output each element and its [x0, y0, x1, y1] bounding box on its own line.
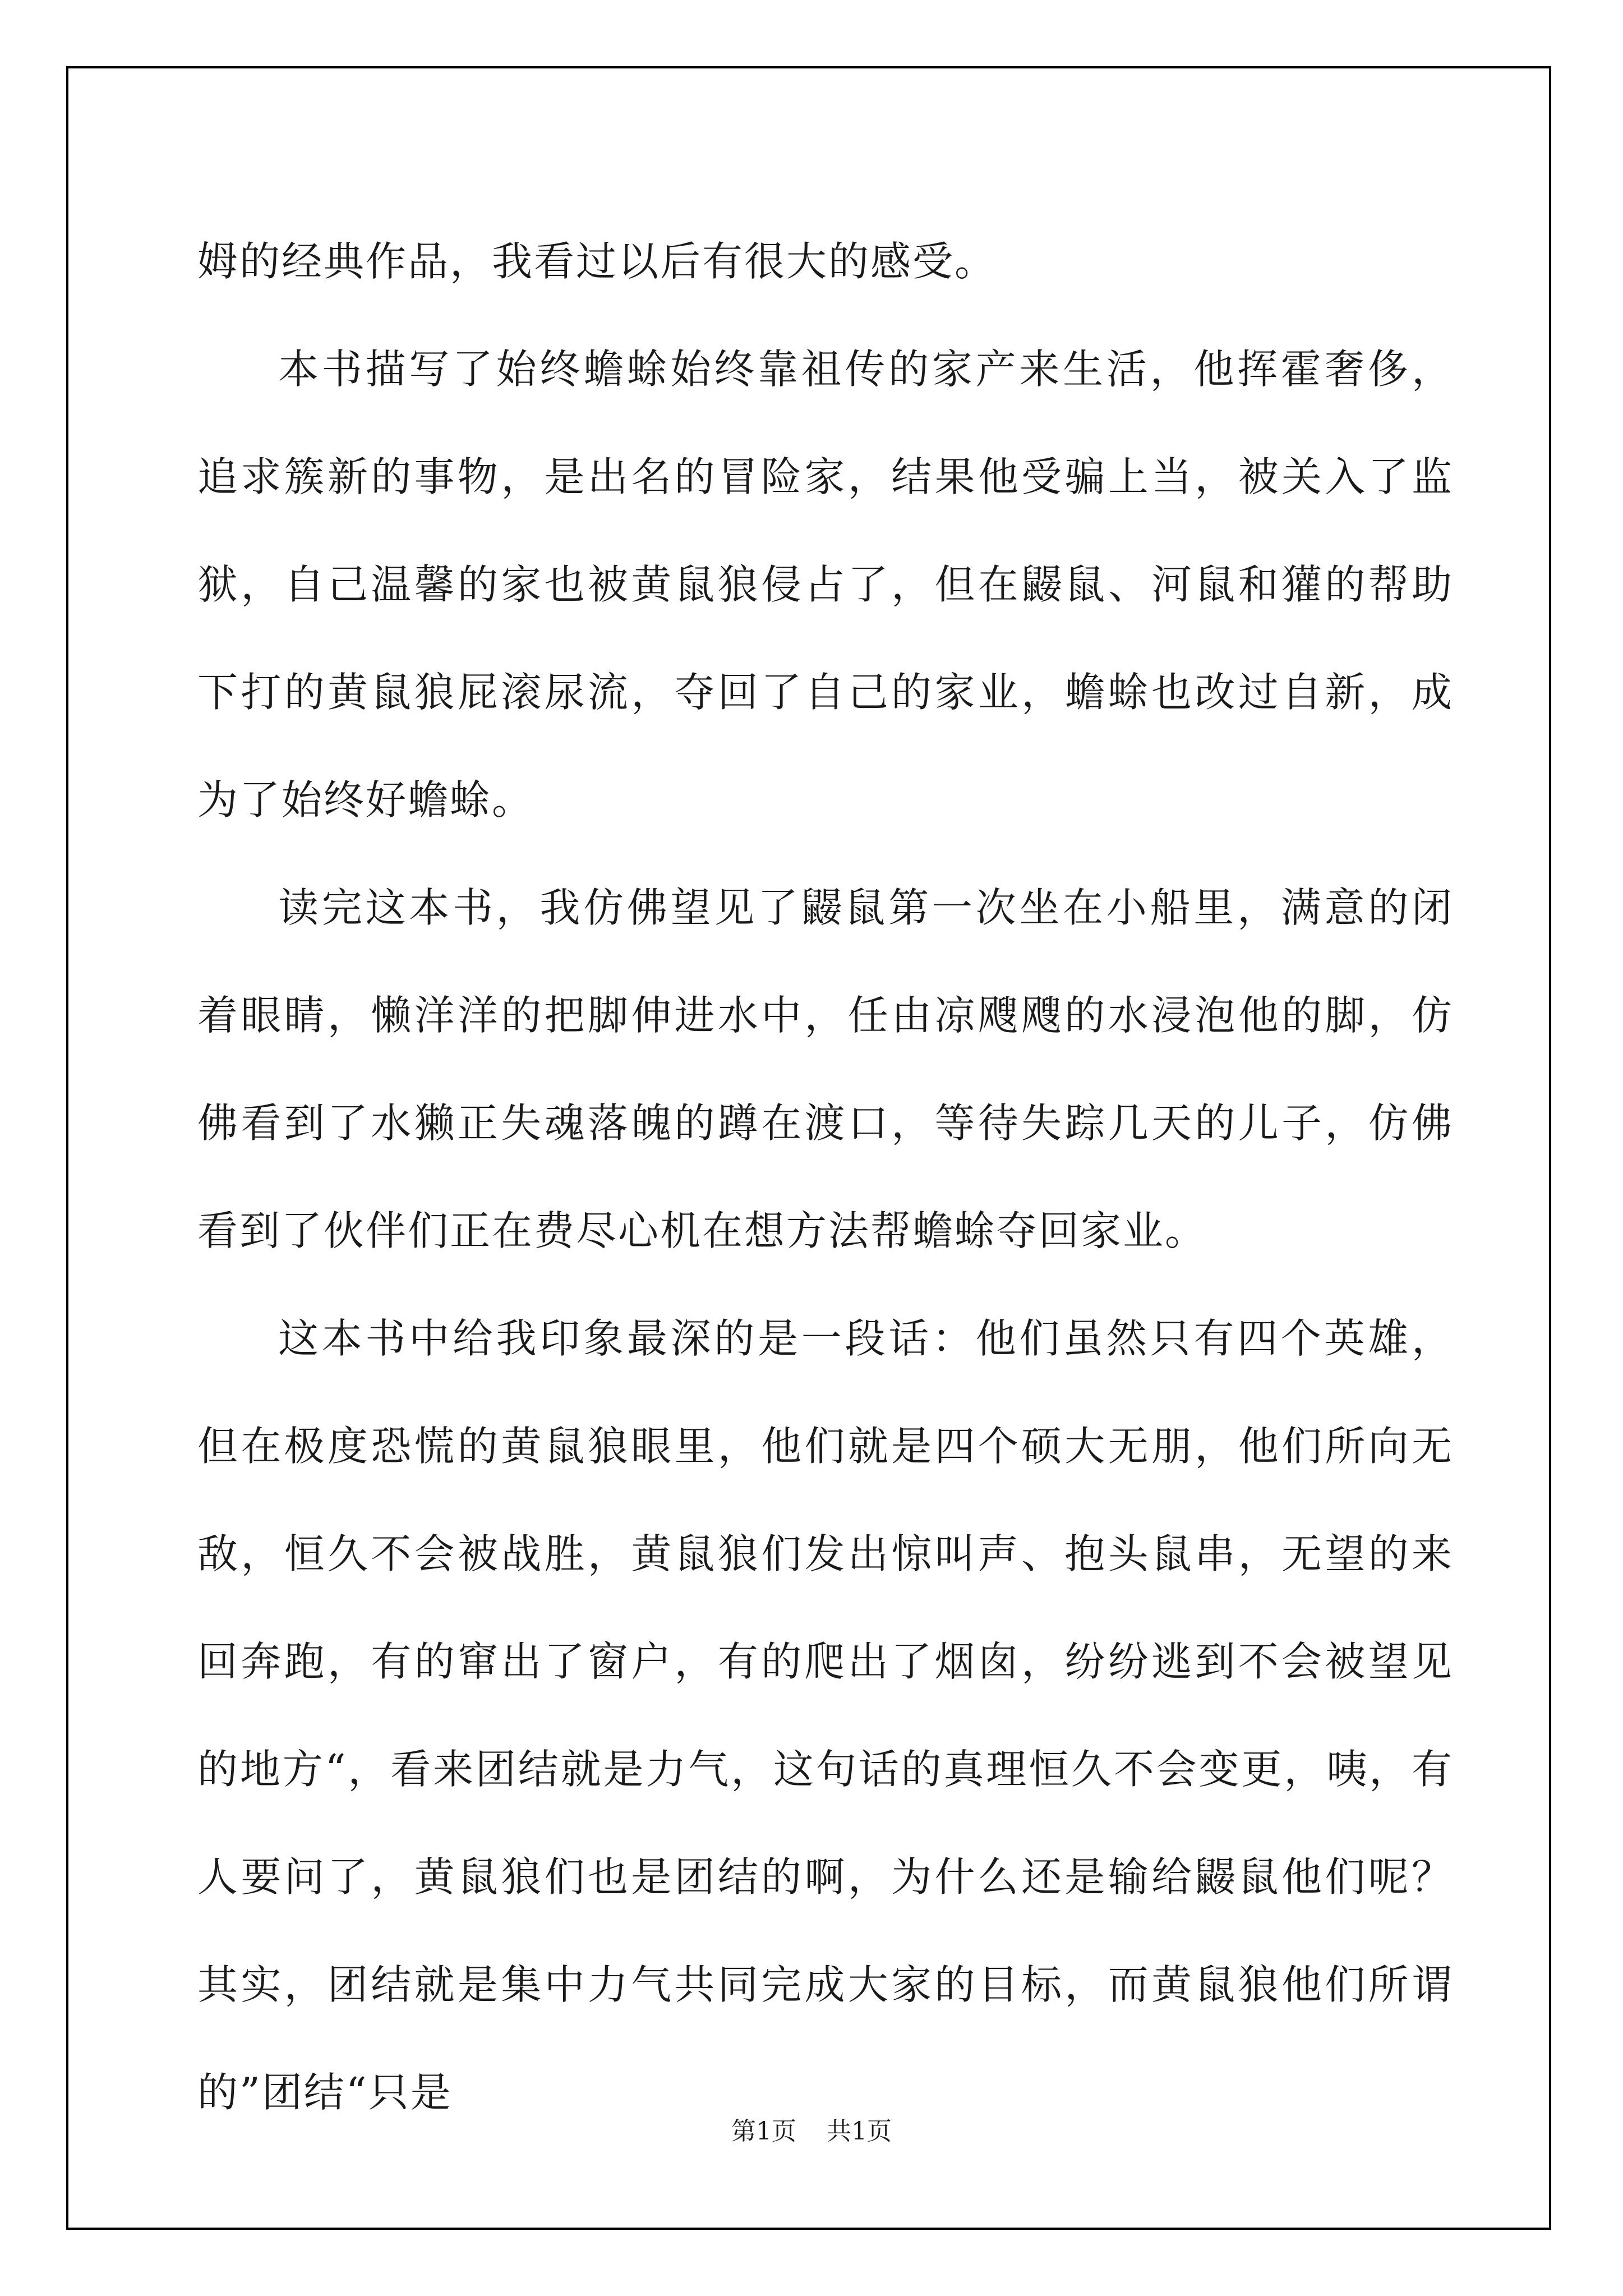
paragraph-4: 这本书中给我印象最深的是一段话：他们虽然只有四个英雄，但在极度恐慌的黄鼠狼眼里，他们就是四个硕大无朋，他们所向无敌，恒久不会被战胜，黄鼠狼们发出惊叫声、抱头鼠串，无望的来回奔跑，有的窜出了窗户，有的爬出了烟囱，纷纷逃到不会被望见的地方“，看来团结就是力气，这句话的真理恒久不会变更，咦，有人要问了，黄鼠狼们也是团结的啊，为什么还是输给鼹鼠他们呢？其实，团结就是集中力气共同完成大家的目标，而黄鼠狼他们所谓的”团结“只是 [197, 1315, 1454, 2116]
page-number: 第1页 [731, 2117, 796, 2146]
paragraph-3: 读完这本书，我仿佛望见了鼹鼠第一次坐在小船里，满意的闭着眼睛，懒洋洋的把脚伸进水中，任由凉飕飕的水浸泡他的脚，仿佛看到了水獭正失魂落魄的蹲在渡口，等待失踪几天的儿子，仿佛看到了伙伴们正在费尽心机在想方法帮蟾蜍夺回家业。 [197, 884, 1454, 1254]
paragraph-2: 本书描写了始终蟾蜍始终靠祖传的家产来生活，他挥霍奢侈，追求簇新的事物，是出名的冒险家，结果他受骗上当，被关入了监狱，自己温馨的家也被黄鼠狼侵占了，但在鼹鼠、河鼠和獾的帮助下打的黄鼠狼屁滚尿流，夺回了自己的家业，蟾蜍也改过自新，成为了始终好蟾蜍。 [197, 346, 1454, 823]
total-pages: 共1页 [827, 2117, 892, 2146]
document-body [197, 208, 1454, 2146]
page-footer [0, 2115, 1623, 2148]
paragraph-1: 姆的经典作品，我看过以后有很大的感受。 [197, 238, 997, 285]
